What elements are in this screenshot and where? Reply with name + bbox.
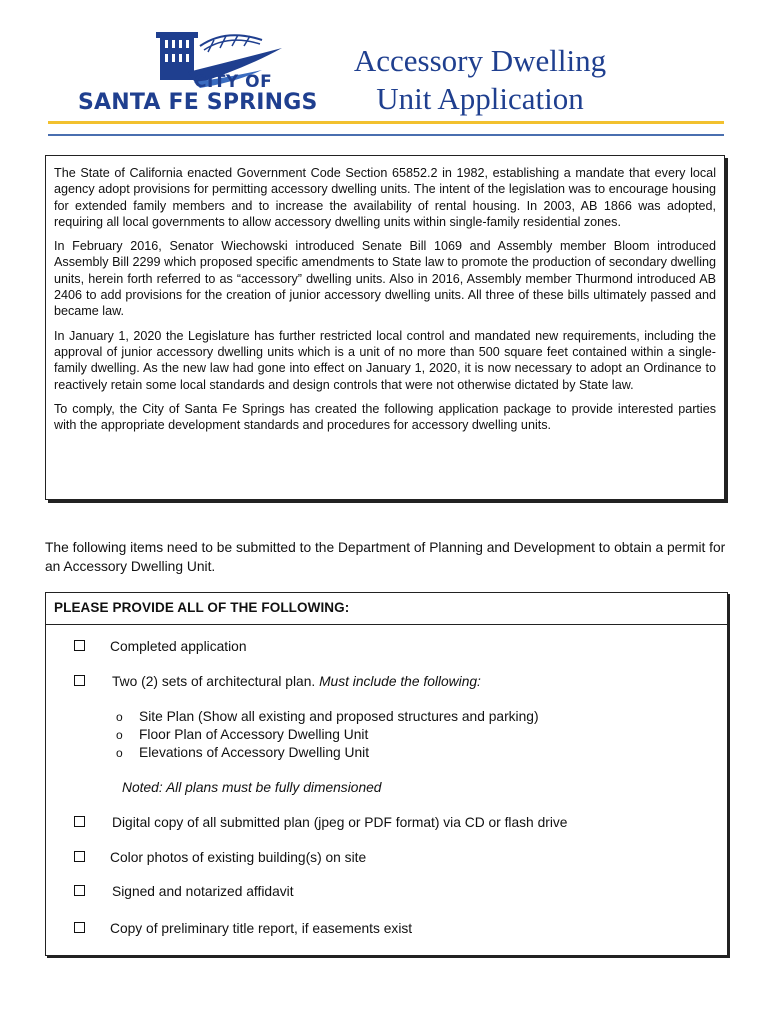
requirements-header: PLEASE PROVIDE ALL OF THE FOLLOWING: (46, 593, 727, 625)
plans-note: Noted: All plans must be fully dimensioned (122, 780, 382, 795)
page-title-line-2: Unit Application (376, 81, 584, 116)
sub-item-label: Floor Plan of Accessory Dwelling Unit (139, 727, 369, 742)
sub-item-floor-plan (116, 727, 368, 742)
checkbox[interactable] (74, 851, 85, 862)
header-rule-blue (48, 134, 724, 136)
checkbox[interactable] (74, 922, 85, 933)
intro-paragraph-3: In January 1, 2020 the Legislature has further restricted local control and mandated new requirements, including the approval of junior accessory dwelling units which is a unit of no more than 500 square feet contained within a single-family dwelling. As the new law had gone into effect on January 1, 2020, it is now necessary to adopt an Ordinance to reactively retain some local standards and design controls that were not otherwise dictated by State law. (54, 328, 716, 392)
intro-paragraph-4: To comply, the City of Santa Fe Springs has created the following application package to provide interested parties with the appropriate development standards and procedures for accessory dwelling units. (54, 401, 716, 433)
sub-item-label: Elevations of Accessory Dwelling Unit (139, 745, 370, 760)
page-title (330, 42, 630, 118)
checklist-label: Completed application (110, 639, 247, 654)
intro-box (45, 155, 725, 500)
header-rule-yellow (48, 121, 724, 124)
checklist-label: Digital copy of all submitted plan (jpeg or PDF format) via CD or flash drive (112, 815, 568, 830)
checklist-label-main: Two (2) sets of architectural plan. (112, 674, 316, 689)
city-logo (76, 26, 318, 122)
submission-lead-text: The following items need to be submitted to the Department of Planning and Development to obtain a permit for an Accessory Dwelling Unit. (45, 540, 726, 574)
bullet-icon: o (116, 728, 123, 742)
requirements-box (45, 592, 728, 956)
checklist-label (112, 674, 481, 689)
checklist-label: Color photos of existing building(s) on site (110, 850, 367, 865)
intro-paragraph-2: In February 2016, Senator Wiechowski introduced Senate Bill 1069 and Assembly member Bloom introduced Assembly Bill 2299 which proposed specific amendments to State law to promote the production of secondary dwelling units, herein forth referred to as “accessory” dwelling units. Also in 2016, Assembly member Thurmond introduced AB 2406 to add provisions for the creation of junior accessory dwelling units. All three of these bills ultimately passed and became law. (54, 239, 716, 319)
checklist-label: Signed and notarized affidavit (112, 884, 294, 899)
logo-text-city-of: CITY OF (194, 72, 273, 92)
sub-item-elevations (116, 745, 369, 760)
checkbox[interactable] (74, 885, 85, 896)
checkbox[interactable] (74, 816, 85, 827)
sub-item-site-plan (116, 709, 539, 724)
checkbox[interactable] (74, 640, 85, 651)
bullet-icon: o (116, 710, 123, 724)
checklist-label: Copy of preliminary title report, if easements exist (110, 921, 413, 936)
checkbox[interactable] (74, 675, 85, 686)
checklist-label-italic: Must include the following: (319, 674, 481, 689)
bullet-icon: o (116, 746, 123, 760)
intro-paragraph-1: The State of California enacted Government Code Section 65852.2 in 1982, establishing a mandate that every local agency adopt provisions for permitting accessory dwelling units. The intent of the legislation was to encourage housing for extended family members and to increase the availability of rental housing. In 2003, AB 1866 was adopted, requiring all local governments to allow accessory dwelling units within single-family residential zones. (54, 166, 716, 229)
sub-item-label: Site Plan (Show all existing and proposed structures and parking) (139, 709, 539, 724)
logo-text-santa-fe-springs: SANTA FE SPRINGS (78, 90, 318, 115)
page-title-line-1: Accessory Dwelling (353, 43, 607, 78)
